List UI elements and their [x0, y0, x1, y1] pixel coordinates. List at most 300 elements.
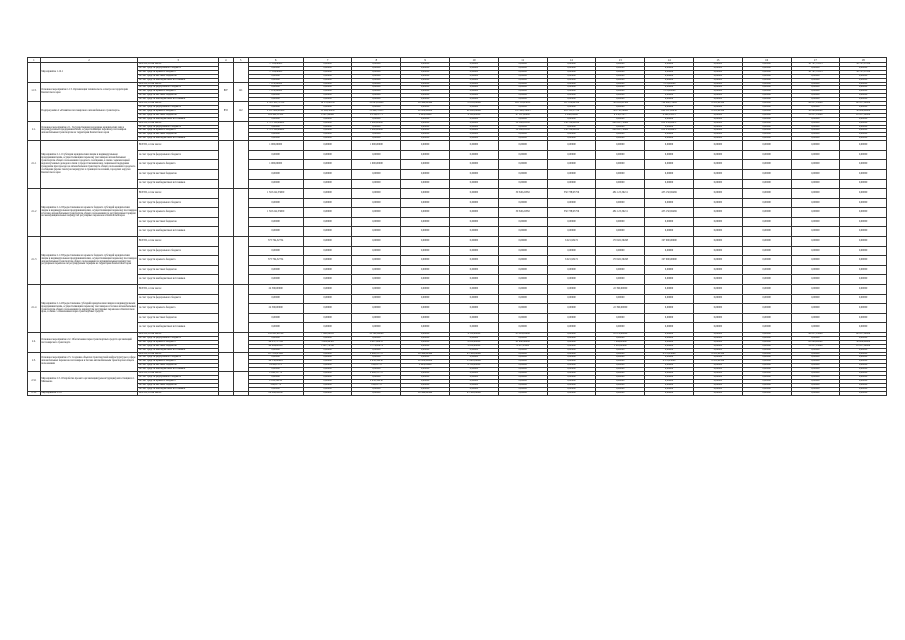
value-cell: 2 658,34230 — [352, 360, 401, 364]
value-cell: 0,00000 — [840, 169, 887, 179]
value-cell: 0,00000 — [450, 63, 499, 67]
funding-source-label: ВСЕГО, в том числе: — [138, 372, 219, 376]
funding-source-label: за счет средств федерального бюджета — [138, 246, 219, 256]
value-cell: 0,00000 — [840, 150, 887, 160]
table-row — [28, 141, 887, 151]
value-cell: 0,00000 — [248, 137, 303, 141]
value-cell: 0,00000 — [547, 141, 596, 151]
value-cell: 0,00000 — [791, 265, 840, 275]
value-cell: 3 774,93974 — [352, 344, 401, 348]
value-cell: 0,00000 — [742, 208, 791, 218]
funding-source-label: за счет средств внебюджетных источников — [138, 98, 219, 102]
value-cell: 0,00000 — [352, 313, 401, 323]
value-cell: 699 567,82056 — [645, 109, 694, 113]
value-cell: 0,00000 — [498, 348, 547, 352]
value-cell: 0,00000 — [450, 265, 499, 275]
value-cell: 6 270,93090 — [645, 360, 694, 364]
value-cell: 170 922,36458 — [596, 237, 645, 247]
funding-source-label: за счет средств местных бюджетов — [138, 74, 219, 78]
value-cell: 0,00000 — [791, 105, 840, 109]
funding-source-label: за счет средств краевого бюджета — [138, 109, 219, 113]
value-cell: 0,00000 — [791, 352, 840, 356]
value-cell: 0,00000 — [303, 227, 352, 237]
value-cell: 0,00000 — [840, 336, 887, 340]
value-cell: 0,00000 — [742, 94, 791, 98]
table-row — [28, 285, 887, 295]
item-number: 2.3.1 — [28, 372, 41, 392]
value-cell: 0,00000 — [791, 304, 840, 314]
value-cell: 0,00000 — [450, 198, 499, 208]
value-cell: 0,00000 — [840, 304, 887, 314]
value-cell: 0,00000 — [303, 237, 352, 247]
value-cell: 0,00000 — [742, 237, 791, 247]
value-cell: 0,00000 — [498, 285, 547, 295]
value-cell: 2 998,15770 — [352, 372, 401, 376]
value-cell: 0,00000 — [742, 348, 791, 352]
value-cell: 0,00000 — [693, 70, 742, 74]
header-cell: 13 — [596, 58, 645, 63]
value-cell: 0,00000 — [840, 198, 887, 208]
value-cell: 339,81770 — [248, 383, 303, 387]
value-cell: 0,00000 — [547, 133, 596, 137]
value-cell: 0,00000 — [303, 313, 352, 323]
value-cell: 0,00000 — [596, 63, 645, 67]
value-cell: 0,00000 — [596, 133, 645, 137]
value-cell: 1 000,00000 — [352, 129, 401, 133]
value-cell: 0,00000 — [547, 265, 596, 275]
value-cell: 0,00000 — [498, 387, 547, 391]
value-cell: 0,00000 — [498, 275, 547, 285]
value-cell: 744 750,36962 — [596, 109, 645, 113]
value-cell: 0,00000 — [547, 117, 596, 121]
value-cell: 0,00000 — [303, 364, 352, 368]
value-cell: 0,00000 — [303, 375, 352, 379]
value-cell: 42 857,14286 — [840, 102, 887, 106]
item-number: 2.1.2 — [28, 189, 41, 237]
funding-source-label: за счет средств внебюджетных источников — [138, 227, 219, 237]
value-cell: 0,00000 — [840, 82, 887, 86]
value-cell: 0,00000 — [450, 179, 499, 189]
value-cell: 26 444,04440 — [401, 352, 450, 356]
value-cell: 0,00000 — [401, 336, 450, 340]
value-cell: 6 021,93472 — [547, 256, 596, 266]
value-cell: 0,00000 — [693, 336, 742, 340]
table-row — [28, 189, 887, 199]
value-cell: 0,00000 — [498, 391, 547, 395]
value-cell: 7 874,20000 — [248, 82, 303, 86]
value-cell: 0,00000 — [352, 275, 401, 285]
value-cell: 0,00000 — [596, 246, 645, 256]
value-cell: 0,00000 — [645, 98, 694, 102]
header-cell: 7 — [303, 58, 352, 63]
value-cell: 0,00000 — [450, 336, 499, 340]
value-cell: 0,00000 — [645, 364, 694, 368]
header-cell: 6 — [248, 58, 303, 63]
value-cell: 0,00000 — [742, 304, 791, 314]
value-cell: 77 594,46667 — [248, 63, 303, 67]
item-name: Основное мероприятие 1.13. Организация технического осмотра на территории Камчатского края — [40, 82, 138, 102]
value-cell: 197 969,76625 — [498, 109, 547, 113]
value-cell: 0,00000 — [352, 265, 401, 275]
funding-source-label: за счет средств федерального бюджета — [138, 150, 219, 160]
value-cell: 0,00000 — [693, 256, 742, 266]
value-cell: 89 006,94382 — [248, 391, 303, 395]
value-cell: 5 924,49305 — [303, 340, 352, 344]
value-cell: 1 000,00000 — [352, 121, 401, 125]
value-cell: 0,00000 — [303, 372, 352, 376]
value-cell: 0,00000 — [547, 364, 596, 368]
value-cell: 0,00000 — [248, 117, 303, 121]
value-cell: 7 874,20000 — [645, 82, 694, 86]
value-cell: 0,00000 — [248, 150, 303, 160]
value-cell: 0,00000 — [596, 383, 645, 387]
value-cell: 0,00000 — [596, 141, 645, 151]
value-cell: 0,00000 — [547, 246, 596, 256]
value-cell: 0,00000 — [742, 285, 791, 295]
value-cell: 0,00000 — [303, 125, 352, 129]
value-cell: 0,00000 — [596, 360, 645, 364]
value-cell: 0,00000 — [596, 372, 645, 376]
value-cell: 0,00000 — [645, 348, 694, 352]
value-cell: 0,00000 — [645, 323, 694, 333]
value-cell: 0,00000 — [596, 125, 645, 129]
value-cell: 0,00000 — [742, 387, 791, 391]
value-cell: 0,00000 — [401, 70, 450, 74]
value-cell: 0,00000 — [450, 304, 499, 314]
value-cell: 0,00000 — [303, 383, 352, 387]
value-cell: 0,00000 — [742, 379, 791, 383]
value-cell: 0,00000 — [401, 94, 450, 98]
value-cell: 0,00000 — [840, 137, 887, 141]
value-cell: 0,00000 — [840, 294, 887, 304]
value-cell: 0,00000 — [791, 74, 840, 78]
funding-source-label: за счет средств местных бюджетов — [138, 217, 219, 227]
value-cell: 0,00000 — [450, 121, 499, 125]
header-cell: 15 — [693, 58, 742, 63]
code-section — [233, 237, 248, 285]
funding-source-label: за счет средств краевого бюджета — [138, 208, 219, 218]
value-cell: 0,00000 — [248, 66, 303, 70]
value-cell: 0,00000 — [303, 94, 352, 98]
value-cell: 11 960,79135 — [352, 109, 401, 113]
value-cell: 0,00000 — [547, 372, 596, 376]
value-cell: 0,00000 — [791, 86, 840, 90]
code-section — [233, 391, 248, 395]
value-cell: 0,00000 — [596, 227, 645, 237]
funding-source-label: за счет средств местных бюджетов — [138, 133, 219, 137]
value-cell: 0,00000 — [303, 379, 352, 383]
value-cell: 0,00000 — [742, 102, 791, 106]
value-cell: 0,00000 — [547, 379, 596, 383]
value-cell: 0,00000 — [596, 90, 645, 94]
value-cell: 98 530,68629 — [248, 360, 303, 364]
value-cell: 0,00000 — [645, 141, 694, 151]
value-cell: 0,00000 — [742, 360, 791, 364]
value-cell: 30 000,00000 — [840, 109, 887, 113]
value-cell: 0,00000 — [791, 189, 840, 199]
value-cell: 0,00000 — [401, 333, 450, 337]
value-cell: 0,00000 — [693, 86, 742, 90]
funding-source-label: ВСЕГО, в том числе: — [138, 63, 219, 67]
funding-source-label: за счет средств местных бюджетов — [138, 94, 219, 98]
value-cell: 0,00000 — [303, 265, 352, 275]
code-section — [233, 372, 248, 392]
value-cell: 0,00000 — [248, 98, 303, 102]
value-cell: 0,00000 — [401, 246, 450, 256]
value-cell: 0,00000 — [498, 383, 547, 387]
value-cell: 11 289,30450 — [303, 109, 352, 113]
value-cell: 0,00000 — [401, 383, 450, 387]
funding-source-label: ВСЕГО, в том числе: — [138, 121, 219, 125]
value-cell: 0,00000 — [498, 323, 547, 333]
item-name: Мероприятие 2.3.1 Разработка проекта организации (реконструкции) автостанции в г. Мильково — [40, 372, 138, 392]
funding-source-label: за счет средств внебюджетных источников — [138, 387, 219, 391]
value-cell: 0,00000 — [401, 90, 450, 94]
value-cell: 0,00000 — [791, 117, 840, 121]
value-cell: 7 469,00000 — [596, 340, 645, 344]
value-cell: 0,00000 — [498, 217, 547, 227]
value-cell: 0,00000 — [742, 90, 791, 94]
value-cell: 0,00000 — [450, 133, 499, 137]
value-cell: 8 953,42320 — [693, 102, 742, 106]
code-grbs — [218, 285, 233, 333]
item-number — [28, 63, 41, 83]
value-cell: 0,00000 — [791, 94, 840, 98]
value-cell: 0,00000 — [401, 78, 450, 82]
value-cell: 0,00000 — [742, 340, 791, 344]
value-cell: 77 594,46667 — [248, 70, 303, 74]
value-cell: 2 998,15770 — [352, 352, 401, 356]
value-cell: 0,00000 — [450, 368, 499, 372]
value-cell: 0,00000 — [352, 74, 401, 78]
value-cell: 0,00000 — [401, 150, 450, 160]
value-cell: 0,00000 — [742, 217, 791, 227]
value-cell: 9 290,87475 — [248, 364, 303, 368]
value-cell: 0,00000 — [547, 352, 596, 356]
value-cell: 0,00000 — [547, 105, 596, 109]
funding-source-label: ВСЕГО, в том числе: — [138, 391, 219, 395]
value-cell: 6 232,15277 — [596, 113, 645, 117]
value-cell: 0,00000 — [693, 275, 742, 285]
value-cell: 0,00000 — [547, 94, 596, 98]
value-cell: 0,00000 — [352, 63, 401, 67]
value-cell: 0,00000 — [645, 227, 694, 237]
value-cell: 0,00000 — [450, 129, 499, 133]
item-name: Мероприятие 2.1.2 Предоставление из краевого бюджета субсидий юридическим лицам и индивидуальным предпринимателям, осуществляющим перевозку пассажиров и багажа автомобильным транспортом общего пользования по регулируемым тарифам на межмуниципальных маршрутах регулярных перевозок в Камчатском крае — [40, 189, 138, 237]
value-cell: 2 046,22000 — [547, 113, 596, 117]
value-cell: 0,00000 — [401, 74, 450, 78]
value-cell: 686 047,72669 — [596, 129, 645, 133]
value-cell: 0,00000 — [693, 217, 742, 227]
value-cell: 0,00000 — [303, 246, 352, 256]
value-cell: 0,00000 — [401, 189, 450, 199]
value-cell: 0,00000 — [401, 387, 450, 391]
value-cell: 0,00000 — [693, 333, 742, 337]
value-cell: 0,00000 — [547, 275, 596, 285]
value-cell: 2 850,00000 — [450, 344, 499, 348]
value-cell: 0,00000 — [840, 356, 887, 360]
header-cell: 3 — [138, 58, 219, 63]
value-cell: 0,00000 — [352, 150, 401, 160]
budget-table — [27, 57, 887, 396]
table-row — [28, 294, 887, 304]
funding-source-label: ВСЕГО, в том числе: — [138, 82, 219, 86]
funding-source-label: за счет средств внебюджетных источников — [138, 368, 219, 372]
value-cell: 0,00000 — [645, 313, 694, 323]
value-cell: 1 967,79550 — [303, 344, 352, 348]
value-cell: 55 605,00000 — [450, 360, 499, 364]
value-cell: 0,00000 — [791, 364, 840, 368]
value-cell: 0,00000 — [248, 348, 303, 352]
value-cell: 0,00000 — [742, 265, 791, 275]
value-cell: 0,00000 — [303, 256, 352, 266]
value-cell: 0,00000 — [498, 364, 547, 368]
value-cell: 1 000,00000 — [248, 141, 303, 151]
value-cell: 0,00000 — [596, 265, 645, 275]
value-cell: 0,00000 — [450, 294, 499, 304]
value-cell: 339,81770 — [352, 383, 401, 387]
value-cell: 0,00000 — [693, 150, 742, 160]
value-cell: 0,00000 — [693, 179, 742, 189]
value-cell: 0,00000 — [303, 78, 352, 82]
value-cell: 0,00000 — [498, 294, 547, 304]
value-cell: 12 857,14286 — [840, 344, 887, 348]
value-cell: 0,00000 — [693, 169, 742, 179]
value-cell: 0,00000 — [596, 66, 645, 70]
value-cell: 0,00000 — [401, 169, 450, 179]
value-cell: 0,00000 — [742, 323, 791, 333]
value-cell: 0,00000 — [498, 66, 547, 70]
value-cell: 0,00000 — [352, 117, 401, 121]
value-cell: 0,00000 — [742, 352, 791, 356]
value-cell: 0,00000 — [248, 265, 303, 275]
value-cell: 0,00000 — [693, 94, 742, 98]
value-cell: 307 054,84126 — [547, 102, 596, 106]
item-name: Мероприятие 2.1.3 Предоставление из краевого бюджета субсидий юридическим лицам и индивидуальным предпринимателям, осуществляющим перевозку пассажиров автомобильным транспортом общего пользования по муниципальным маршрутам регулярных перевозок по регулируемым тарифам на территории Камчатского края — [40, 237, 138, 285]
value-cell: 0,00000 — [742, 275, 791, 285]
value-cell: 0,00000 — [742, 160, 791, 170]
value-cell: 632 239,82437 — [645, 121, 694, 125]
value-cell: 0,00000 — [498, 368, 547, 372]
value-cell: 2 658,34230 — [248, 379, 303, 383]
value-cell: 0,00000 — [840, 90, 887, 94]
value-cell: 0,00000 — [645, 356, 694, 360]
value-cell: 0,00000 — [303, 82, 352, 86]
value-cell: 76 012,89900 — [450, 102, 499, 106]
value-cell: 0,00000 — [303, 70, 352, 74]
value-cell: 0,00000 — [547, 125, 596, 129]
header-cell: 5 — [233, 58, 248, 63]
value-cell: 20 000,00000 — [791, 340, 840, 344]
value-cell: 0,00000 — [840, 352, 887, 356]
value-cell: 22 390,00000 — [596, 304, 645, 314]
value-cell: 0,00000 — [450, 356, 499, 360]
value-cell: 0,00000 — [498, 63, 547, 67]
value-cell: 0,00000 — [791, 90, 840, 94]
value-cell: 0,00000 — [791, 375, 840, 379]
value-cell: 0,00000 — [840, 313, 887, 323]
code-section — [233, 333, 248, 353]
funding-source-label: ВСЕГО, в том числе: — [138, 189, 219, 199]
value-cell: 0,00000 — [401, 372, 450, 376]
value-cell: 0,00000 — [498, 98, 547, 102]
value-cell: 0,00000 — [791, 125, 840, 129]
value-cell: 62 200,00000 — [450, 109, 499, 113]
value-cell: 41 980,96966 — [498, 340, 547, 344]
value-cell: 39 348,22382 — [498, 121, 547, 125]
value-cell: 0,00000 — [596, 364, 645, 368]
value-cell: 0,00000 — [547, 217, 596, 227]
value-cell: 0,00000 — [352, 137, 401, 141]
value-cell: 0,00000 — [303, 391, 352, 395]
funding-source-label: ВСЕГО, в том числе: — [138, 102, 219, 106]
value-cell: 0,00000 — [401, 237, 450, 247]
value-cell: 0,00000 — [498, 379, 547, 383]
value-cell: 789 412,45324 — [596, 102, 645, 106]
value-cell: 1 000,00000 — [248, 160, 303, 170]
code-grbs — [218, 237, 233, 285]
value-cell: 0,00000 — [498, 313, 547, 323]
value-cell: 22 390,00000 — [248, 304, 303, 314]
value-cell: 0,00000 — [791, 379, 840, 383]
item-name: Мероприятие 2.1.4 Предоставление субсидий юридическим лицам и индивидуальным предпринимателям, осуществляющим перевозку пассажиров и багажа автомобильным транспортом общего пользования по маршрутам регулярных перевозок в Камчатском крае, в связи с обновлением парка транспортных средств — [40, 285, 138, 333]
value-cell: 0,00000 — [401, 256, 450, 266]
value-cell: 0,00000 — [596, 356, 645, 360]
value-cell: 0,00000 — [401, 105, 450, 109]
value-cell: 0,00000 — [693, 372, 742, 376]
value-cell: 2 658,34230 — [352, 379, 401, 383]
value-cell: 0,00000 — [498, 78, 547, 82]
code-grbs — [218, 121, 233, 141]
value-cell: 0,00000 — [547, 227, 596, 237]
value-cell: 0,00000 — [248, 323, 303, 333]
value-cell: 0,00000 — [791, 133, 840, 137]
value-cell: 0,00000 — [547, 387, 596, 391]
value-cell: 0,00000 — [840, 265, 887, 275]
funding-source-label: за счет средств местных бюджетов — [138, 265, 219, 275]
value-cell: 0,00000 — [693, 160, 742, 170]
value-cell: 0,00000 — [547, 323, 596, 333]
value-cell: 0,00000 — [693, 227, 742, 237]
value-cell: 0,00000 — [840, 217, 887, 227]
value-cell: 0,00000 — [693, 294, 742, 304]
value-cell: 0,00000 — [645, 169, 694, 179]
value-cell: 0,00000 — [303, 141, 352, 151]
value-cell: 0,00000 — [498, 336, 547, 340]
value-cell: 1 715 396,66602 — [248, 121, 303, 125]
value-cell: 0,00000 — [450, 137, 499, 141]
value-cell: 2 312 361,71780 — [248, 102, 303, 106]
value-cell: 0,00000 — [547, 391, 596, 395]
value-cell: 0,00000 — [498, 360, 547, 364]
value-cell: 356 760,89228 — [547, 129, 596, 133]
value-cell: 0,00000 — [352, 294, 401, 304]
value-cell: 0,00000 — [596, 294, 645, 304]
value-cell: 0,00000 — [303, 368, 352, 372]
value-cell: 0,00000 — [742, 137, 791, 141]
value-cell: 0,00000 — [248, 368, 303, 372]
value-cell: 0,00000 — [645, 294, 694, 304]
value-cell: 3 201,00000 — [596, 344, 645, 348]
value-cell: 2 998,15770 — [248, 372, 303, 376]
value-cell: 0,00000 — [693, 364, 742, 368]
value-cell: 0,00000 — [791, 360, 840, 364]
value-cell: 0,00000 — [596, 86, 645, 90]
value-cell: 0,00000 — [645, 160, 694, 170]
value-cell: 0,00000 — [450, 208, 499, 218]
value-cell: 42 857,14286 — [791, 333, 840, 337]
value-cell: 0,00000 — [693, 375, 742, 379]
